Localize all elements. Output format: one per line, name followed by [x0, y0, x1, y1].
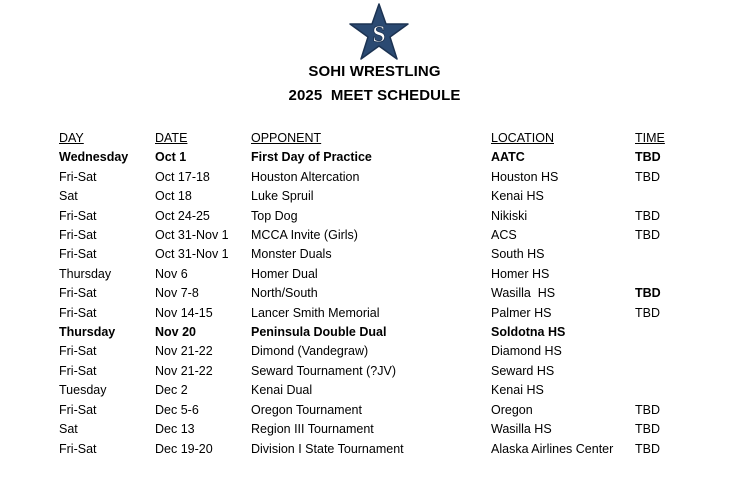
- schedule-body: [59, 148, 675, 459]
- day-cell: Fri-Sat: [59, 441, 97, 456]
- location-cell: Houston HS: [491, 169, 559, 184]
- opponent-cell: Division I State Tournament: [251, 441, 404, 456]
- opponent-cell: Peninsula Double Dual: [251, 325, 387, 340]
- schedule-table: [59, 129, 675, 459]
- opponent-cell: Kenai Dual: [251, 383, 313, 398]
- day-cell: Fri-Sat: [59, 169, 97, 184]
- day-cell: Wednesday: [59, 150, 129, 165]
- time-cell: [635, 245, 675, 264]
- day-cell: Fri-Sat: [59, 363, 97, 378]
- day-cell: Fri-Sat: [59, 247, 97, 262]
- table-row: [59, 226, 675, 245]
- date-cell: Oct 18: [155, 189, 192, 204]
- date-cell: Nov 14-15: [155, 305, 213, 320]
- day-cell: Thursday: [59, 325, 116, 340]
- logo-letter: S: [372, 22, 386, 48]
- time-cell: TBD: [635, 286, 661, 301]
- day-cell: Fri-Sat: [59, 208, 97, 223]
- date-cell: Oct 17-18: [155, 169, 210, 184]
- time-cell: [635, 362, 675, 381]
- location-cell: Palmer HS: [491, 305, 552, 320]
- day-cell: Tuesday: [59, 383, 107, 398]
- table-row: [59, 401, 675, 420]
- location-cell: Homer HS: [491, 266, 550, 281]
- day-cell: Fri-Sat: [59, 286, 97, 301]
- day-cell: Fri-Sat: [59, 305, 97, 320]
- location-cell: Alaska Airlines Center: [491, 441, 614, 456]
- location-cell: South HS: [491, 247, 545, 262]
- location-cell: Nikiski: [491, 208, 528, 223]
- opponent-cell: First Day of Practice: [251, 150, 372, 165]
- location-cell: AATC: [491, 150, 525, 165]
- table-row: [59, 304, 675, 323]
- time-cell: [635, 265, 675, 284]
- table-row: [59, 420, 675, 439]
- time-cell: TBD: [635, 208, 660, 223]
- column-header-opponent: OPPONENT: [251, 131, 322, 145]
- date-cell: Dec 19-20: [155, 441, 213, 456]
- time-cell: TBD: [635, 402, 660, 417]
- star-s-logo-icon: [348, 3, 410, 61]
- table-row: [59, 207, 675, 226]
- date-cell: Nov 6: [155, 266, 188, 281]
- date-cell: Nov 21-22: [155, 363, 213, 378]
- opponent-cell: Monster Duals: [251, 247, 332, 262]
- day-cell: Fri-Sat: [59, 344, 97, 359]
- day-cell: Sat: [59, 189, 78, 204]
- location-cell: Wasilla HS: [491, 286, 556, 301]
- table-row: [59, 265, 675, 284]
- column-header-day: DAY: [59, 131, 84, 145]
- date-cell: Dec 13: [155, 422, 195, 437]
- opponent-cell: MCCA Invite (Girls): [251, 228, 358, 243]
- day-cell: Fri-Sat: [59, 402, 97, 417]
- table-row: [59, 148, 675, 167]
- page-subtitle: 2025 MEET SCHEDULE: [288, 87, 461, 104]
- table-row: [59, 245, 675, 264]
- table-row: [59, 362, 675, 381]
- date-cell: Nov 7-8: [155, 286, 199, 301]
- date-cell: Nov 20: [155, 325, 196, 340]
- table-row: [59, 284, 675, 303]
- time-cell: TBD: [635, 169, 660, 184]
- date-cell: Dec 5-6: [155, 402, 199, 417]
- time-cell: TBD: [635, 422, 660, 437]
- table-row: [59, 187, 675, 206]
- date-cell: Oct 1: [155, 150, 187, 165]
- date-cell: Oct 31-Nov 1: [155, 228, 229, 243]
- date-cell: Oct 31-Nov 1: [155, 247, 229, 262]
- location-cell: Kenai HS: [491, 383, 544, 398]
- table-header-row: [59, 129, 675, 148]
- opponent-cell: Oregon Tournament: [251, 402, 362, 417]
- location-cell: Soldotna HS: [491, 325, 566, 340]
- location-cell: Seward HS: [491, 363, 555, 378]
- opponent-cell: Houston Altercation: [251, 169, 360, 184]
- column-header-location: LOCATION: [491, 131, 554, 145]
- time-cell: TBD: [635, 228, 660, 243]
- day-cell: Sat: [59, 422, 78, 437]
- opponent-cell: Luke Spruil: [251, 189, 314, 204]
- time-cell: [635, 187, 675, 206]
- time-cell: TBD: [635, 150, 661, 165]
- location-cell: Wasilla HS: [491, 422, 552, 437]
- table-row: [59, 168, 675, 187]
- opponent-cell: Top Dog: [251, 208, 298, 223]
- date-cell: Dec 2: [155, 383, 188, 398]
- opponent-cell: Lancer Smith Memorial: [251, 305, 380, 320]
- location-cell: Oregon: [491, 402, 533, 417]
- opponent-cell: Homer Dual: [251, 266, 318, 281]
- opponent-cell: Dimond (Vandegraw): [251, 344, 369, 359]
- opponent-cell: Seward Tournament (?JV): [251, 363, 396, 378]
- page-title: SOHI WRESTLING: [308, 63, 441, 80]
- time-cell: [635, 323, 675, 342]
- opponent-cell: Region III Tournament: [251, 422, 374, 437]
- location-cell: Kenai HS: [491, 189, 544, 204]
- table-row: [59, 342, 675, 361]
- table-row: [59, 440, 675, 459]
- time-cell: [635, 381, 675, 400]
- location-cell: Diamond HS: [491, 344, 562, 359]
- table-row: [59, 323, 675, 342]
- day-cell: Fri-Sat: [59, 228, 97, 243]
- column-header-date: DATE: [155, 131, 188, 145]
- time-cell: TBD: [635, 441, 660, 456]
- time-cell: [635, 342, 675, 361]
- date-cell: Nov 21-22: [155, 344, 213, 359]
- day-cell: Thursday: [59, 266, 112, 281]
- column-header-time: TIME: [635, 131, 665, 145]
- date-cell: Oct 24-25: [155, 208, 210, 223]
- time-cell: TBD: [635, 305, 660, 320]
- table-row: [59, 381, 675, 400]
- location-cell: ACS: [491, 228, 517, 243]
- opponent-cell: North/South: [251, 286, 318, 301]
